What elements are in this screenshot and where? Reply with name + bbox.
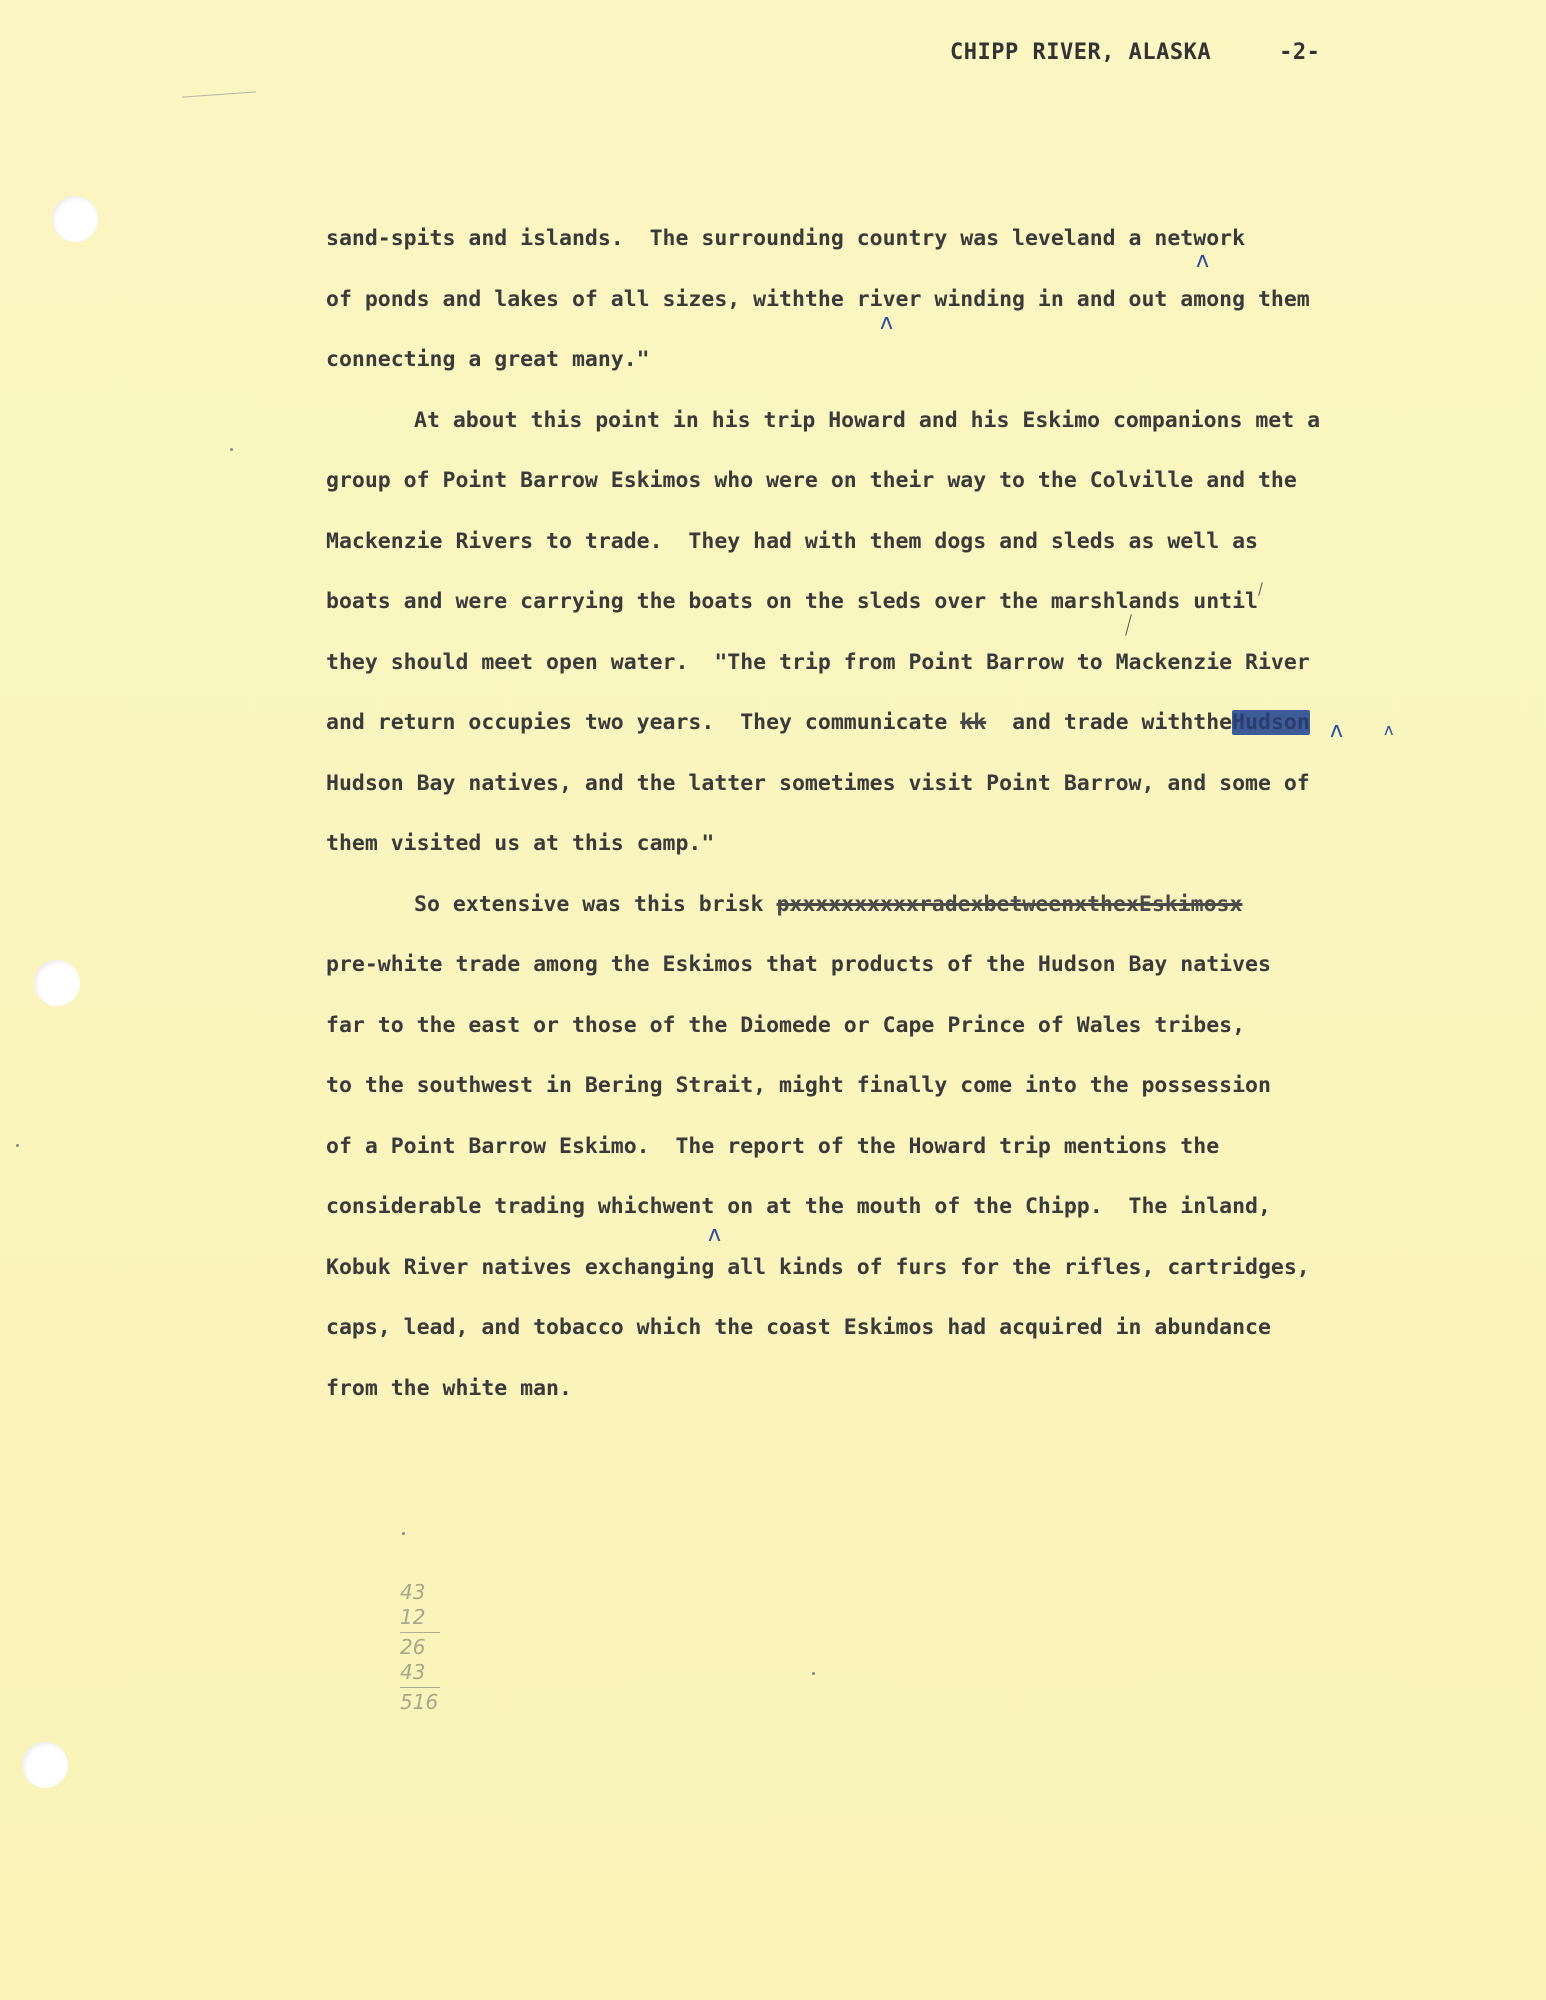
header-title: CHIPP RIVER, ALASKA bbox=[950, 40, 1212, 65]
text-segment: and trade withthe bbox=[1012, 710, 1233, 735]
text-line: considerable trading whichwent on at the mouth of the Chipp. The inland, bbox=[326, 1194, 1271, 1219]
typed-body bbox=[326, 222, 1506, 1432]
punch-hole-middle bbox=[34, 960, 80, 1006]
pencil-rule bbox=[400, 1687, 440, 1688]
stray-pen-mark bbox=[182, 91, 256, 97]
speck bbox=[812, 1672, 815, 1675]
text-line: pre-white trade among the Eskimos that products of the Hudson Bay natives bbox=[326, 952, 1271, 977]
text-line bbox=[326, 706, 1506, 767]
text-line: them visited us at this camp." bbox=[326, 831, 715, 856]
text-line: sand-spits and islands. The surrounding country was leveland a network bbox=[326, 226, 1246, 251]
pencil-number: 43 bbox=[400, 1580, 426, 1604]
text-line: Mackenzie Rivers to trade. They had with them dogs and sleds as well as bbox=[326, 528, 1258, 554]
speck bbox=[230, 448, 233, 451]
page-header bbox=[950, 40, 1320, 65]
insertion-caret: ʌ bbox=[880, 310, 894, 335]
text-line: caps, lead, and tobacco which the coast Eskimos had acquired in abundance bbox=[326, 1315, 1271, 1340]
text-line: of ponds and lakes of all sizes, withthe river winding in and out among them bbox=[326, 286, 1310, 312]
pencil-rule bbox=[400, 1632, 440, 1633]
text-line: of a Point Barrow Eskimo. The report of the Howard trip mentions the bbox=[326, 1133, 1220, 1159]
pencil-number: 26 bbox=[400, 1635, 426, 1659]
text-line: Kobuk River natives exchanging all kinds of furs for the rifles, cartridges, bbox=[326, 1254, 1310, 1280]
insertion-caret: ʌ bbox=[708, 1222, 722, 1247]
struck-text: pxxxxxxxxxxradexbetweenxthexEskimosx bbox=[776, 891, 1243, 917]
punch-hole-top bbox=[52, 196, 98, 242]
pencil-arithmetic bbox=[400, 1580, 440, 1715]
pencil-number: 43 bbox=[400, 1660, 426, 1684]
paragraph-start-line: At about this point in his trip Howard and his Eskimo companions met a bbox=[414, 407, 1321, 433]
punch-hole-bottom bbox=[22, 1742, 68, 1788]
pencil-number: 516 bbox=[400, 1690, 439, 1714]
text-segment: and return occupies two years. They communicate bbox=[326, 710, 948, 735]
pencil-number: 12 bbox=[400, 1605, 426, 1629]
text-line: far to the east or those of the Diomede or Cape Prince of Wales tribes, bbox=[326, 1012, 1246, 1038]
speck bbox=[402, 1532, 405, 1535]
struck-text: kk bbox=[960, 710, 987, 735]
text-line: they should meet open water. "The trip from Point Barrow to Mackenzie River bbox=[326, 649, 1310, 675]
text-line: boats and were carrying the boats on the sleds over the marshlands until bbox=[326, 589, 1258, 614]
paragraph-start-line bbox=[326, 888, 1506, 949]
insertion-caret: ʌ bbox=[1330, 718, 1344, 743]
text-segment: So extensive was this brisk bbox=[414, 891, 764, 917]
insertion-caret: ʌ bbox=[1196, 248, 1210, 273]
blue-crossed-out-word: Hudson bbox=[1232, 710, 1310, 735]
text-line: connecting a great many." bbox=[326, 347, 650, 372]
speck bbox=[16, 1144, 19, 1147]
text-line: group of Point Barrow Eskimos who were on their way to the Colville and the bbox=[326, 468, 1297, 493]
text-line: from the white man. bbox=[326, 1375, 572, 1401]
insertion-caret: ʌ bbox=[1384, 720, 1394, 739]
text-line: Hudson Bay natives, and the latter sometimes visit Point Barrow, and some of bbox=[326, 770, 1310, 796]
page-number: -2- bbox=[1279, 40, 1321, 65]
text-line: to the southwest in Bering Strait, might finally come into the possession bbox=[326, 1073, 1271, 1098]
